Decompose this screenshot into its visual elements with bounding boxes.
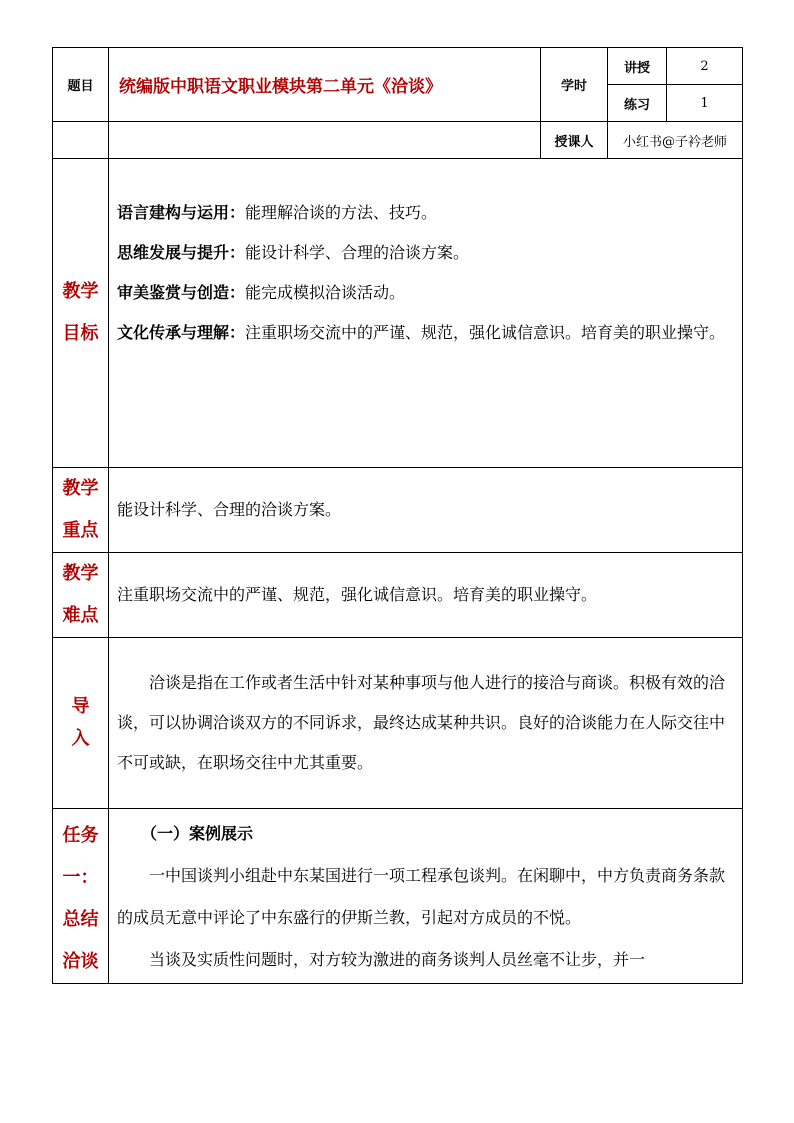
intro-label xyxy=(53,638,109,809)
objective-text: 能设计科学、合理的洽谈方案。 xyxy=(245,243,470,262)
objective-text: 能理解洽谈的方法、技巧。 xyxy=(245,203,438,222)
task1-label-line: 一： xyxy=(62,867,99,888)
key-points-content: 能设计科学、合理的洽谈方案。 xyxy=(109,468,743,553)
objectives-label-line: 教学 xyxy=(62,281,99,302)
hours-label: 学时 xyxy=(541,48,608,122)
practice-label: 练习 xyxy=(608,85,667,122)
task1-paragraph: 当谈及实质性问题时，对方较为激进的商务谈判人员丝毫不让步，并一 xyxy=(149,950,646,969)
title-label: 题目 xyxy=(53,48,109,122)
difficulties-row xyxy=(53,553,743,638)
objective-lead: 审美鉴赏与创造： xyxy=(117,283,246,302)
task1-heading: （一）案例展示 xyxy=(141,824,254,843)
objective-item xyxy=(117,273,734,313)
task1-row xyxy=(53,809,743,984)
objective-item xyxy=(117,313,734,353)
lecture-value: 2 xyxy=(667,48,743,85)
objectives-label-line: 目标 xyxy=(62,323,99,344)
header-row-3 xyxy=(53,122,743,159)
task1-label xyxy=(53,809,109,984)
intro-content xyxy=(109,638,743,809)
task1-paragraph: 一中国谈判小组赴中东某国进行一项工程承包谈判。在闲聊中，中方负责商务条款的成员无意中评论了中东盛行的伊斯兰教，引起对方成员的不悦。 xyxy=(117,866,726,927)
task1-label-line: 任务 xyxy=(62,825,99,846)
empty-cell xyxy=(109,122,541,159)
objective-lead: 文化传承与理解： xyxy=(117,323,246,342)
lesson-plan-table xyxy=(52,47,743,984)
objective-lead: 思维发展与提升： xyxy=(117,243,246,262)
key-points-row xyxy=(53,468,743,553)
objective-lead: 语言建构与运用： xyxy=(117,203,246,222)
intro-row xyxy=(53,638,743,809)
objectives-content xyxy=(109,159,743,468)
teacher-value: 小红书@子衿老师 xyxy=(608,122,743,159)
task1-content xyxy=(109,809,743,984)
empty-cell xyxy=(53,122,109,159)
objectives-label xyxy=(53,159,109,468)
objective-item xyxy=(117,193,734,233)
intro-label-line: 导 xyxy=(71,696,90,717)
difficulties-label xyxy=(53,553,109,638)
key-points-label-line: 教学 xyxy=(62,478,99,499)
key-points-label xyxy=(53,468,109,553)
lecture-label: 讲授 xyxy=(608,48,667,85)
task1-label-line: 洽谈 xyxy=(62,951,99,972)
task1-label-line: 总结 xyxy=(62,909,99,930)
objective-text: 注重职场交流中的严谨、规范，强化诚信意识。培育美的职业操守。 xyxy=(245,323,726,342)
practice-value: 1 xyxy=(667,85,743,122)
header-row-1 xyxy=(53,48,743,85)
difficulties-label-line: 教学 xyxy=(62,563,99,584)
teacher-label: 授课人 xyxy=(541,122,608,159)
key-points-label-line: 重点 xyxy=(62,520,99,541)
objectives-row xyxy=(53,159,743,468)
lesson-title: 统编版中职语文职业模块第二单元《洽谈》 xyxy=(109,48,541,122)
difficulties-label-line: 难点 xyxy=(62,605,99,626)
objective-text: 能完成模拟洽谈活动。 xyxy=(245,283,406,302)
intro-paragraph: 洽谈是指在工作或者生活中针对某种事项与他人进行的接洽与商谈。积极有效的洽谈，可以协调洽谈双方的不同诉求，最终达成某种共识。良好的洽谈能力在人际交往中不可或缺，在职场交往中尤其重要。 xyxy=(117,673,726,772)
difficulties-content: 注重职场交流中的严谨、规范，强化诚信意识。培育美的职业操守。 xyxy=(109,553,743,638)
intro-label-line: 入 xyxy=(71,728,90,749)
objective-item xyxy=(117,233,734,273)
